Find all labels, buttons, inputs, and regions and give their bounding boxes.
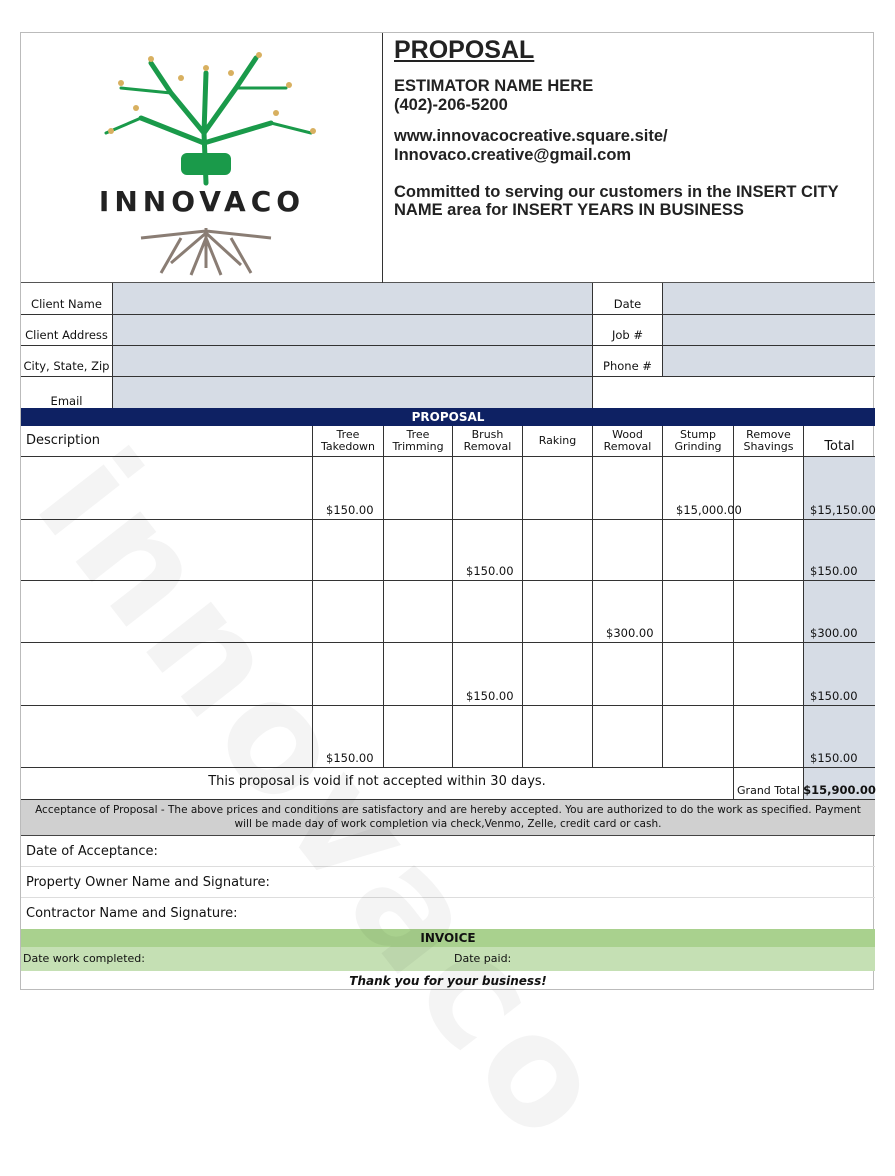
client-name-label: Client Name [21,283,113,315]
header [21,33,875,283]
date-label: Date [593,283,663,315]
void-note: This proposal is void if not accepted within 30 days. [21,768,734,800]
line-item-cell[interactable] [663,643,734,706]
line-item-cell[interactable] [663,581,734,643]
client-address-field[interactable] [113,315,593,346]
proposal-section-bar: PROPOSAL [21,408,875,426]
line-item-cell[interactable] [384,706,453,768]
line-item-cell[interactable] [734,706,804,768]
phone-label: Phone # [593,346,663,377]
line-item-cell[interactable] [384,581,453,643]
invoice-bar: INVOICE [21,929,875,947]
column-header-wood-removal: Wood Removal [593,426,663,457]
website-link[interactable]: www.innovacocreative.square.site/ [394,127,668,145]
column-header-total: Total [804,426,875,457]
column-header-brush-removal: Brush Removal [453,426,523,457]
line-item-cell[interactable]: $300.00 [593,581,663,643]
job-number-field[interactable] [663,315,875,346]
line-item-cell[interactable] [453,706,523,768]
job-number-label: Job # [593,315,663,346]
company-logo [21,33,383,283]
line-item-cell[interactable] [663,706,734,768]
row-total-cell[interactable]: $15,150.00 [804,457,875,520]
client-address-label: Client Address [21,315,113,346]
line-item-cell[interactable] [453,457,523,520]
line-item-cell[interactable]: $150.00 [453,643,523,706]
date-paid-label: Date paid: [454,952,512,965]
invoice-row [21,947,875,971]
email-link[interactable]: Innovaco.creative@gmail.com [394,146,632,164]
row-total-cell[interactable]: $300.00 [804,581,875,643]
phone-field[interactable] [663,346,875,377]
owner-signature-field[interactable]: Property Owner Name and Signature: [21,867,875,898]
email-label: Email [21,377,113,408]
line-item-cell[interactable]: $15,000.00 [663,457,734,520]
line-item-cell[interactable] [663,520,734,581]
date-work-completed-label: Date work completed: [23,952,145,965]
row-total-cell[interactable]: $150.00 [804,643,875,706]
line-item-cell[interactable] [593,520,663,581]
tagline: Committed to serving our customers in the INSERT CITY NAME area for INSERT YEARS IN BUSINESS [394,183,839,219]
line-item-cell[interactable] [384,520,453,581]
logo-wordmark: INNOVACO [98,185,306,218]
line-item-cell[interactable] [523,706,593,768]
description-cell[interactable] [21,520,313,581]
tree-logo-icon [21,33,383,283]
row-total-cell[interactable]: $150.00 [804,706,875,768]
line-item-cell[interactable] [734,457,804,520]
description-cell[interactable] [21,581,313,643]
thank-you-note: Thank you for your business! [349,974,547,988]
email-field[interactable] [113,377,593,408]
estimator-phone: (402)-206-5200 [394,96,508,114]
line-item-cell[interactable] [313,581,384,643]
proposal-document [20,32,874,990]
column-header-tree-takedown: Tree Takedown [313,426,384,457]
line-item-cell[interactable] [523,520,593,581]
line-item-cell[interactable] [523,581,593,643]
date-field[interactable] [663,283,875,315]
line-item-cell[interactable] [523,643,593,706]
city-state-zip-label: City, State, Zip [21,346,113,377]
estimator-name: ESTIMATOR NAME HERE [394,77,594,95]
line-item-cell[interactable]: $150.00 [453,520,523,581]
line-item-cell[interactable] [593,643,663,706]
line-item-cell[interactable] [384,457,453,520]
client-name-field[interactable] [113,283,593,315]
line-item-cell[interactable] [734,643,804,706]
description-cell[interactable] [21,706,313,768]
line-item-cell[interactable] [593,706,663,768]
line-item-cell[interactable]: $150.00 [313,457,384,520]
column-header-remove-shavings: Remove Shavings [734,426,804,457]
grand-total-value: $15,900.00 [804,768,875,800]
column-header-tree-trimming: Tree Trimming [384,426,453,457]
line-item-cell[interactable] [453,581,523,643]
description-cell[interactable] [21,643,313,706]
city-state-zip-field[interactable] [113,346,593,377]
column-header-description: Description [21,426,313,457]
line-item-cell[interactable] [313,643,384,706]
line-item-cell[interactable] [734,520,804,581]
line-item-cell[interactable] [593,457,663,520]
column-header-raking: Raking [523,426,593,457]
line-item-cell[interactable] [734,581,804,643]
contractor-signature-field[interactable]: Contractor Name and Signature: [26,906,238,921]
line-item-cell[interactable]: $150.00 [313,706,384,768]
line-item-cell[interactable] [384,643,453,706]
line-item-cell[interactable] [313,520,384,581]
acceptance-terms: Acceptance of Proposal - The above prices and conditions are satisfactory and are hereby accepted. You are authorized to do the work as specified. Payment will be made day of work completion via check,Venmo, Zelle, credit card or cash. [21,800,875,836]
description-cell[interactable] [21,457,313,520]
line-item-cell[interactable] [523,457,593,520]
document-title: PROPOSAL [394,36,535,64]
grand-total-label: Grand Total [734,768,804,800]
row-total-cell[interactable]: $150.00 [804,520,875,581]
date-of-acceptance-field[interactable]: Date of Acceptance: [21,836,875,867]
column-header-stump-grinding: Stump Grinding [663,426,734,457]
